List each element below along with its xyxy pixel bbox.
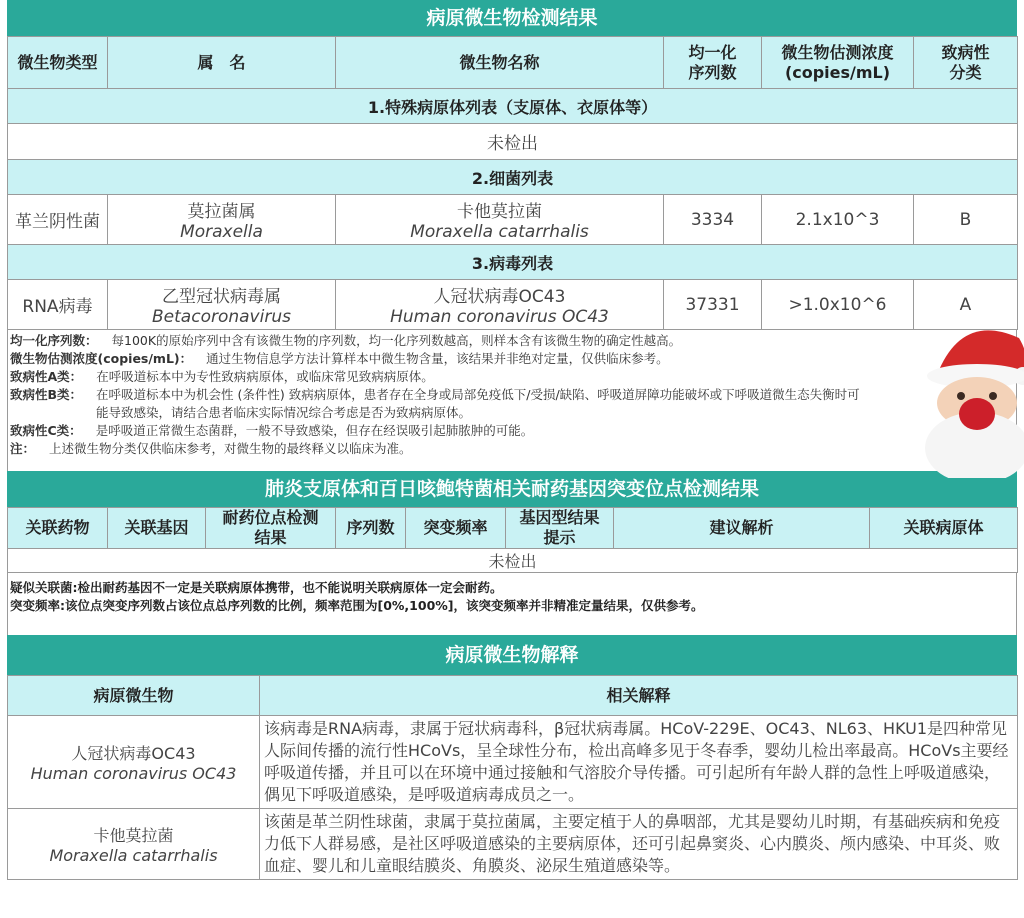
explanation-table xyxy=(7,675,1018,880)
genus: 莫拉菌属 Moraxella xyxy=(108,195,336,245)
col-related-pathogen: 关联病原体 xyxy=(870,508,1018,549)
microbe-name: 卡他莫拉菌 Moraxella catarrhalis xyxy=(336,195,664,245)
table-row xyxy=(8,280,1018,330)
col-pathogenicity: 致病性 分类 xyxy=(914,37,1018,89)
table-row xyxy=(8,809,1018,880)
resistance-table xyxy=(7,507,1018,573)
santa-sticker xyxy=(919,308,1024,478)
col-mutation-frequency: 突变频率 xyxy=(406,508,506,549)
section-title-detection: 病原微生物检测结果 xyxy=(7,0,1017,36)
special-pathogens-result: 未检出 xyxy=(8,124,1018,160)
col-related-drug: 关联药物 xyxy=(8,508,108,549)
microbe-type: RNA病毒 xyxy=(8,280,108,330)
pathogen-explanation: 该病毒是RNA病毒，隶属于冠状病毒科，β冠状病毒属。HCoV-229E、OC43、NL63、HKU1是四种常见人际间传播的流行性HCoVs，呈全球性分布，检出高峰多见于冬春季，婴幼儿检出率最高。HCoVs主要经呼吸道传播，并且可以在环境中通过接触和气溶胶介导传播。可引起所有年龄人群的急性上呼吸道感染，偶见下呼吸道感染，是呼吸道病毒成员之一。 xyxy=(260,716,1018,809)
col-advice: 建议解析 xyxy=(614,508,870,549)
pathogen-name: 卡他莫拉菌 Moraxella catarrhalis xyxy=(8,809,260,880)
table-row xyxy=(8,195,1018,245)
col-concentration: 微生物估测浓度 (copies/mL) xyxy=(762,37,914,89)
report xyxy=(7,0,1017,880)
detection-table xyxy=(7,36,1018,330)
pathogenicity-class: B xyxy=(914,195,1018,245)
col-site-result: 耐药位点检测 结果 xyxy=(206,508,336,549)
microbe-type: 革兰阴性菌 xyxy=(8,195,108,245)
col-pathogen: 病原微生物 xyxy=(8,676,260,716)
section-title-explanation: 病原微生物解释 xyxy=(7,635,1017,675)
section-special-pathogens: 1.特殊病原体列表（支原体、衣原体等） xyxy=(8,89,1018,124)
col-genotype: 基因型结果 提示 xyxy=(506,508,614,549)
col-genus: 属 名 xyxy=(108,37,336,89)
col-microbe-type: 微生物类型 xyxy=(8,37,108,89)
genus: 乙型冠状病毒属 Betacoronavirus xyxy=(108,280,336,330)
col-explanation: 相关解释 xyxy=(260,676,1018,716)
normalized-reads: 3334 xyxy=(664,195,762,245)
col-reads: 序列数 xyxy=(336,508,406,549)
microbe-name: 人冠状病毒OC43 Human coronavirus OC43 xyxy=(336,280,664,330)
section-title-resistance: 肺炎支原体和百日咳鲍特菌相关耐药基因突变位点检测结果 xyxy=(7,471,1017,507)
pathogenicity-class: A xyxy=(914,280,1018,330)
section-viruses: 3.病毒列表 xyxy=(8,245,1018,280)
concentration: 2.1x10^3 xyxy=(762,195,914,245)
table-row xyxy=(8,716,1018,809)
concentration: >1.0x10^6 xyxy=(762,280,914,330)
section-bacteria: 2.细菌列表 xyxy=(8,160,1018,195)
notes: 均一化序列数： 每100K的原始序列中含有该微生物的序列数，均一化序列数越高，则样本含有该微生物的确定性越高。 微生物估测浓度(copies/mL)： 通过生物信息学方法计算样本中微生物含量，该结果并非绝对定量，仅供临床参考。 致病性A类： 在呼吸道标本中为专性致病病原体，或临床常见致病病原体。 致病性B类： 在呼吸道标本中为机会性 (条件性) 致病病原体，患者存在全身或局部免疫低下/受损/缺陷、呼吸道屏障功能破坏或下呼吸道微生态失衡时可能导致感染，请结合患者临床实际情况综合考虑是否为致病病原体。 致病性C类： 是呼吸道正常微生态菌群，一般不导致感染，但存在经误吸引起肺脓肿的可能。 注： 上述微生物分类仅供临床参考，对微生物的最终释义以临床为准。 xyxy=(7,330,1017,471)
resistance-notes: 疑似关联菌:检出耐药基因不一定是关联病原体携带，也不能说明关联病原体一定会耐药。 突变频率:该位点突变序列数占该位点总序列数的比例，频率范围为[0%,100%]，该突变频率并非精准定量结果，仅供参考。 xyxy=(7,573,1017,625)
col-microbe-name: 微生物名称 xyxy=(336,37,664,89)
pathogen-explanation: 该菌是革兰阴性球菌，隶属于莫拉菌属，主要定植于人的鼻咽部，尤其是婴幼儿时期，有基础疾病和免疫力低下人群易感，是社区呼吸道感染的主要病原体，还可引起鼻窦炎、心内膜炎、颅内感染、中耳炎、败血症、婴儿和儿童眼结膜炎、角膜炎、泌尿生殖道感染等。 xyxy=(260,809,1018,880)
col-normalized-reads: 均一化 序列数 xyxy=(664,37,762,89)
resistance-result: 未检出 xyxy=(8,549,1018,573)
pathogen-name: 人冠状病毒OC43 Human coronavirus OC43 xyxy=(8,716,260,809)
col-related-gene: 关联基因 xyxy=(108,508,206,549)
normalized-reads: 37331 xyxy=(664,280,762,330)
